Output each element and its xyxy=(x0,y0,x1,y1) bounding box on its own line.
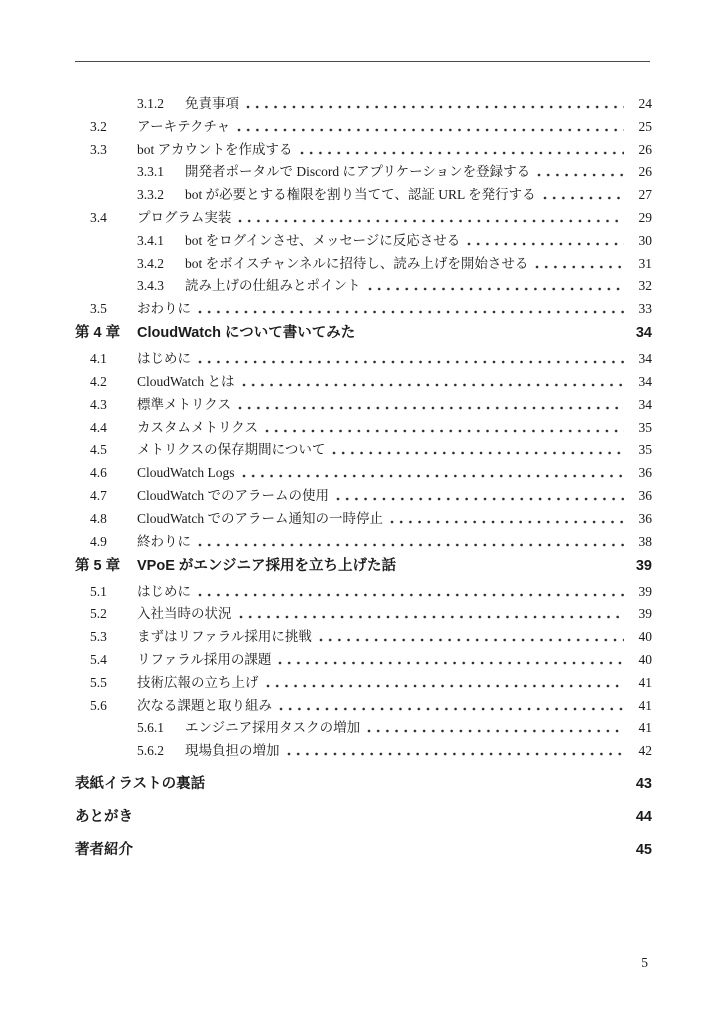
toc-entry-number: 3.2 xyxy=(90,118,107,134)
toc-entry-title: 標準メトリクス xyxy=(137,396,232,412)
dot-leader xyxy=(237,122,624,134)
toc-entry-number: 3.4.1 xyxy=(137,232,164,248)
toc-entry xyxy=(75,443,652,457)
dot-leader xyxy=(198,587,624,599)
toc-entry xyxy=(75,302,652,316)
toc-entry-title: 入社当時の状況 xyxy=(137,606,232,622)
toc-entry xyxy=(75,535,652,549)
toc-entry-title: はじめに xyxy=(137,351,191,367)
toc-entry-page: 41 xyxy=(638,674,652,690)
toc-entry-title: まずはリファラル採用に挑戦 xyxy=(137,629,312,645)
toc-entry-page: 34 xyxy=(638,351,652,367)
toc-entry-title: CloudWatch でのアラーム通知の一時停止 xyxy=(137,510,384,526)
toc-entry xyxy=(75,721,652,735)
toc-entry-page: 34 xyxy=(638,373,652,389)
toc-list xyxy=(75,97,652,869)
toc-entry-page: 27 xyxy=(638,187,652,203)
dot-leader xyxy=(238,213,624,225)
toc-entry-number: 4.7 xyxy=(90,487,107,503)
toc-entry-page: 39 xyxy=(635,557,652,574)
toc-entry-title: CloudWatch でのアラームの使用 xyxy=(137,487,330,503)
toc-entry xyxy=(75,398,652,412)
toc-entry-title: 終わりに xyxy=(137,533,191,549)
dot-leader xyxy=(140,812,624,824)
dot-leader xyxy=(239,609,625,621)
toc-entry-number: 5.6 xyxy=(90,697,107,713)
toc-entry-number: 5.3 xyxy=(90,629,107,645)
toc-entry-page: 41 xyxy=(638,720,652,736)
toc-entry-page: 25 xyxy=(638,118,652,134)
toc-entry-page: 45 xyxy=(635,842,652,859)
toc-entry xyxy=(75,810,652,824)
toc-entry xyxy=(75,676,652,690)
page-number: 5 xyxy=(641,955,648,970)
dot-leader xyxy=(198,354,624,366)
toc-entry-number: 4.8 xyxy=(90,510,107,526)
dot-leader xyxy=(336,491,624,503)
toc-entry-title: あとがき xyxy=(75,809,133,826)
toc-entry-page: 31 xyxy=(638,255,652,271)
toc-entry-title: 表紙イラストの裏話 xyxy=(75,776,206,793)
toc-entry-title: おわりに xyxy=(137,301,191,317)
toc-entry-title: CloudWatch について書いてみた xyxy=(137,325,356,342)
dot-leader xyxy=(242,468,624,480)
dot-leader xyxy=(287,746,625,758)
toc-entry-number: 3.3 xyxy=(90,141,107,157)
toc-entry-page: 38 xyxy=(638,533,652,549)
toc-entry-title: CloudWatch Logs xyxy=(137,465,235,481)
toc-entry-page: 29 xyxy=(638,209,652,225)
toc-entry xyxy=(75,257,652,271)
toc-entry xyxy=(75,211,652,225)
dot-leader xyxy=(537,167,624,179)
dot-leader xyxy=(367,723,624,735)
toc-entry-page: 40 xyxy=(638,629,652,645)
toc-entry-number: 4.9 xyxy=(90,533,107,549)
toc-entry xyxy=(75,188,652,202)
toc-entry xyxy=(75,653,652,667)
dot-leader xyxy=(212,779,624,791)
dot-leader xyxy=(332,445,624,457)
toc-entry-title: bot をボイスチャンネルに招待し、読み上げを開始させる xyxy=(185,255,529,271)
toc-entry xyxy=(75,777,652,791)
toc-entry-title: 技術広報の立ち上げ xyxy=(137,674,259,690)
dot-leader xyxy=(535,259,624,271)
toc-entry-page: 34 xyxy=(638,396,652,412)
toc-entry-title: CloudWatch とは xyxy=(137,373,235,389)
dot-leader xyxy=(403,561,624,573)
toc-entry-title: プログラム実装 xyxy=(137,209,232,225)
toc-entry-title: カスタムメトリクス xyxy=(137,419,259,435)
toc-entry-page: 39 xyxy=(638,583,652,599)
toc-entry-page: 43 xyxy=(635,776,652,793)
toc-entry-number: 4.3 xyxy=(90,396,107,412)
toc-entry xyxy=(75,279,652,293)
dot-leader xyxy=(198,537,624,549)
toc-entry xyxy=(75,352,652,366)
dot-leader xyxy=(319,632,624,644)
toc-entry-number: 4.2 xyxy=(90,373,107,389)
toc-entry-page: 24 xyxy=(638,96,652,111)
toc-entry-title: 読み上げの仕組みとポイント xyxy=(185,278,361,294)
dot-leader xyxy=(543,190,624,202)
toc-entry xyxy=(75,512,652,526)
dot-leader xyxy=(362,328,624,340)
dot-leader xyxy=(467,236,624,248)
dot-leader xyxy=(238,400,624,412)
toc-entry-page: 41 xyxy=(638,697,652,713)
toc-entry-number: 3.3.2 xyxy=(137,187,164,203)
toc-entry xyxy=(75,234,652,248)
toc-entry-number: 3.4.3 xyxy=(137,278,164,294)
toc-entry-title: VPoE がエンジニア採用を立ち上げた話 xyxy=(137,557,397,574)
toc-entry xyxy=(75,466,652,480)
toc-entry-title: 著者紹介 xyxy=(75,842,133,859)
toc-entry xyxy=(75,375,652,389)
toc-entry-title: bot アカウントを作成する xyxy=(137,141,293,157)
toc-entry-page: 26 xyxy=(638,164,652,180)
toc-entry xyxy=(75,744,652,758)
toc-entry-number: 5.6.1 xyxy=(137,720,164,736)
toc-entry xyxy=(75,607,652,621)
dot-leader xyxy=(140,845,624,857)
dot-leader xyxy=(266,678,625,690)
toc-entry xyxy=(75,143,652,157)
toc-entry-title: はじめに xyxy=(137,583,191,599)
toc-entry-number: 4.6 xyxy=(90,465,107,481)
toc-entry xyxy=(75,120,652,134)
toc-entry-number: 4.1 xyxy=(90,351,107,367)
dot-leader xyxy=(198,304,624,316)
toc-entry-number: 3.4 xyxy=(90,209,107,225)
toc-entry-number: 第 4 章 xyxy=(75,325,121,342)
toc-entry-number: 5.5 xyxy=(90,674,107,690)
toc-entry-title: bot をログインさせ、メッセージに反応させる xyxy=(185,232,461,248)
toc-entry-page: 35 xyxy=(638,419,652,435)
header-rule xyxy=(75,61,650,62)
toc-entry-page: 40 xyxy=(638,651,652,667)
dot-leader xyxy=(278,655,624,667)
toc-entry-page: 42 xyxy=(638,743,652,759)
toc-entry-number: 5.2 xyxy=(90,606,107,622)
toc-entry xyxy=(75,489,652,503)
toc-entry-title: bot が必要とする権限を割り当てて、認証 URL を発行する xyxy=(185,187,536,203)
toc-entry-page: 34 xyxy=(635,325,652,342)
toc-entry xyxy=(75,585,652,599)
toc-entry xyxy=(75,630,652,644)
toc-entry xyxy=(75,559,652,573)
toc-entry xyxy=(75,326,652,340)
toc-entry-number: 3.1.2 xyxy=(137,96,164,111)
dot-leader xyxy=(368,281,625,293)
toc-entry xyxy=(75,843,652,857)
toc-entry xyxy=(75,699,652,713)
toc-entry-title: アーキテクチャ xyxy=(137,118,231,134)
toc-entry-page: 26 xyxy=(638,141,652,157)
toc-entry-number: 第 5 章 xyxy=(75,557,121,574)
toc-entry-number: 4.4 xyxy=(90,419,107,435)
toc-entry-number: 5.1 xyxy=(90,583,107,599)
toc-entry-page: 32 xyxy=(638,278,652,294)
toc-entry-title: エンジニア採用タスクの増加 xyxy=(185,720,361,736)
toc-entry-number: 5.6.2 xyxy=(137,743,164,759)
dot-leader xyxy=(300,145,625,157)
dot-leader xyxy=(279,701,624,713)
dot-leader xyxy=(390,514,624,526)
dot-leader xyxy=(265,423,624,435)
toc-entry-title: 次なる課題と取り組み xyxy=(137,697,272,713)
toc-entry xyxy=(75,97,652,111)
toc-entry-page: 30 xyxy=(638,232,652,248)
toc-entry-page: 36 xyxy=(638,465,652,481)
toc-entry-number: 5.4 xyxy=(90,651,107,667)
toc-entry-title: メトリクスの保存期間について xyxy=(137,442,326,458)
toc-entry-number: 4.5 xyxy=(90,442,107,458)
toc-entry-title: 免責事項 xyxy=(185,96,239,111)
toc-entry-page: 36 xyxy=(638,510,652,526)
toc-entry-number: 3.5 xyxy=(90,301,107,317)
toc-entry-page: 33 xyxy=(638,301,652,317)
toc-entry-title: 現場負担の増加 xyxy=(185,743,280,759)
toc-entry-number: 3.3.1 xyxy=(137,164,164,180)
toc-entry xyxy=(75,165,652,179)
toc-entry-title: 開発者ポータルで Discord にアプリケーションを登録する xyxy=(185,164,531,180)
toc-entry xyxy=(75,421,652,435)
toc-entry-page: 36 xyxy=(638,487,652,503)
toc-entry-page: 35 xyxy=(638,442,652,458)
dot-leader xyxy=(242,377,624,389)
toc-entry-number: 3.4.2 xyxy=(137,255,164,271)
toc-entry-page: 39 xyxy=(638,606,652,622)
toc-entry-page: 44 xyxy=(635,809,652,826)
toc-entry-title: リファラル採用の課題 xyxy=(137,651,272,667)
dot-leader xyxy=(246,99,624,111)
